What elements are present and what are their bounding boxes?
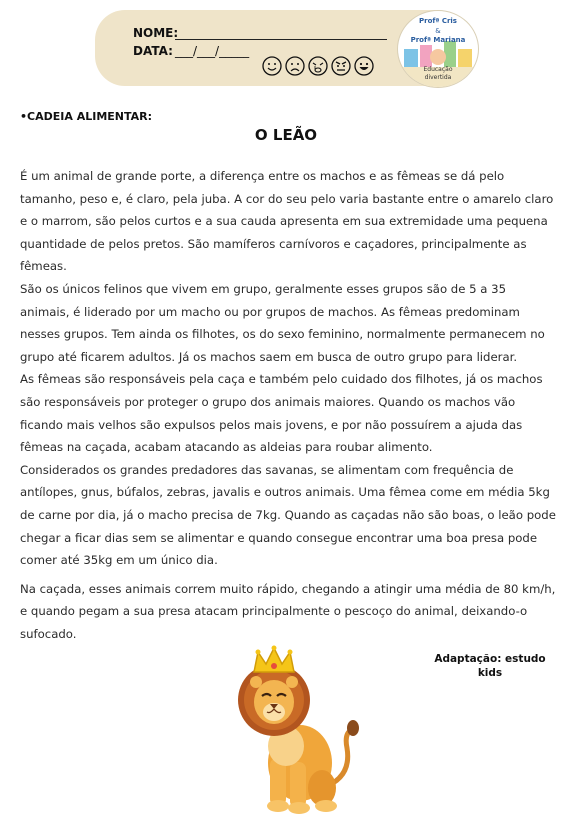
- teacher-logo: [397, 10, 479, 88]
- paragraph: Considerados os grandes predadores das savanas, se alimentam com frequência de antílopes, gnus, búfalos, zebras, javalis e outros animais. Uma fêmea come em média 5kg de carne por dia, já o macho precisa de 7kg. Quando as caçadas não são boas, o leão pode chegar a ficar dias sem se alimentar e quando consegue encontrar uma boa presa pode comer até 35kg em um único dia.: [20, 462, 556, 568]
- section-title: •CADEIA ALIMENTAR:: [20, 110, 153, 123]
- name-field[interactable]: [175, 39, 387, 40]
- date-field[interactable]: ___/___/_____: [175, 44, 250, 58]
- logo-text-1: Profª Cris: [419, 17, 457, 25]
- adaptation-line-2: kids: [477, 667, 503, 679]
- logo-text-5: divertida: [424, 74, 452, 81]
- story-title: O LEÃO: [254, 126, 318, 144]
- paragraph: Na caçada, esses animais correm muito rápido, chegando a atingir uma média de 80 km/h, e quando pegam a sua presa atacam principalmente o pescoço do animal, deixando-o sufocado.: [20, 581, 556, 641]
- name-label: NOME:: [133, 26, 179, 40]
- paragraph: É um animal de grande porte, a diferença entre os machos e as fêmeas se dá pelo tamanho, peso e, é claro, pela juba. A cor do seu pelo varia bastante entre o amarelo claro e o marrom, são pelos curtos e a sua cauda apresenta em sua extremidade uma pequena quantidade de pelos pretos. São mamíferos carnívoros e caçadores, principalmente as fêmeas.: [20, 169, 554, 274]
- story-body: [20, 165, 556, 645]
- adaptation-line-1: Adaptação: estudo: [434, 653, 546, 665]
- logo-text-4: Educação: [423, 66, 453, 73]
- smile-face-icon[interactable]: [262, 56, 282, 76]
- mood-faces: [262, 56, 374, 76]
- angry-face-icon[interactable]: [331, 56, 351, 76]
- paragraph: São os únicos felinos que vivem em grupo, geralmente esses grupos são de 5 a 35 animais, é liderado por um macho ou por grupos de machos. As fêmeas predominam nesses grupos. Tem ainda os filhotes, os do sexo feminino, normalmente permanecem no grupo até ficarem adultos. Já os machos saem em busca de outro grupo para liderar.: [20, 281, 545, 364]
- adaptation-credit: [425, 652, 555, 680]
- paragraph: As fêmeas são responsáveis pela caça e também pelo cuidado dos filhotes, já os machos são responsáveis por proteger o grupo dos animais maiores. Quando os machos vão ficando mais velhos são expulsos pelos mais jovens, e por não possuírem a ajuda das fêmeas na caçada, acabam atacando as aldeias para roubar alimento.: [20, 372, 543, 455]
- lion-with-crown-icon: [222, 638, 360, 816]
- logo-text-3: Profª Mariana: [410, 36, 466, 44]
- logo-text-2: &: [435, 27, 441, 35]
- date-label: DATA:: [133, 44, 173, 58]
- happy-face-icon[interactable]: [354, 56, 374, 76]
- crying-face-icon[interactable]: [308, 56, 328, 76]
- sad-face-icon[interactable]: [285, 56, 305, 76]
